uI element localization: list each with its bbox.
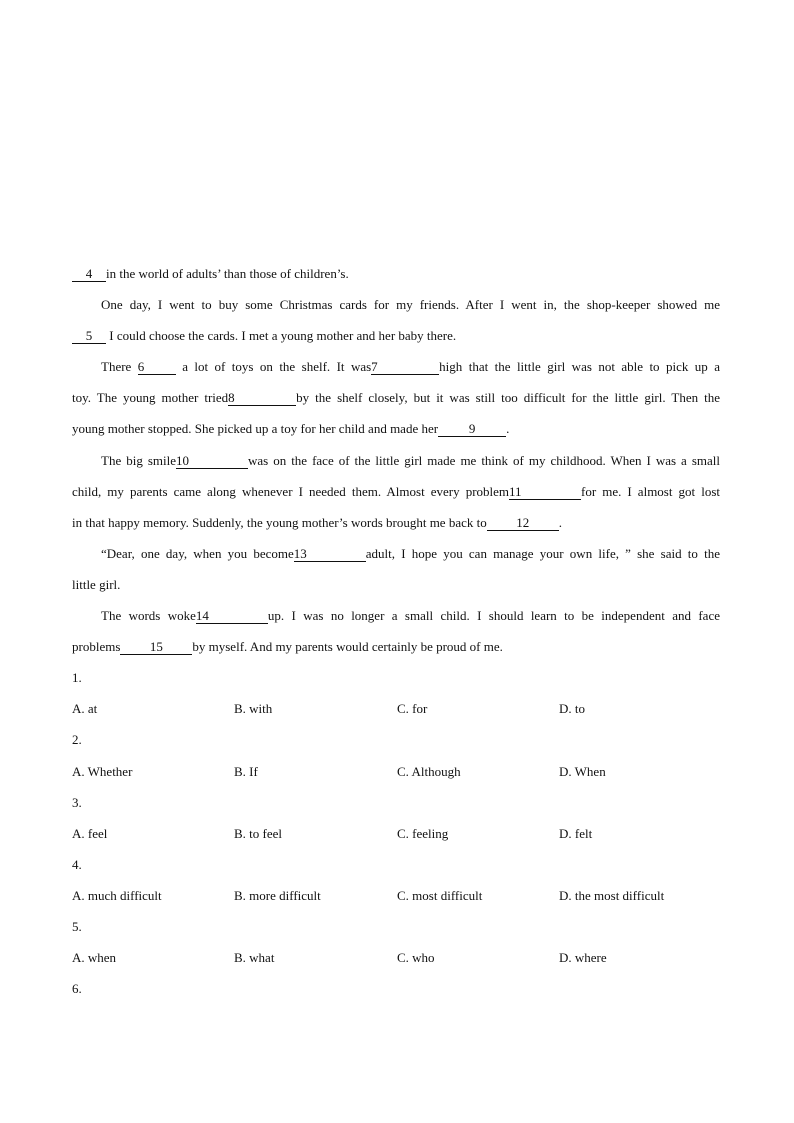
passage-line-7 — [72, 449, 720, 480]
text: . — [506, 421, 510, 437]
passage-line-11 — [72, 573, 720, 604]
blank-4[interactable]: 4 — [72, 266, 106, 282]
text: adult, I hope you can manage your own life, ” she said to the — [365, 545, 720, 561]
option-c[interactable]: C. feeling — [397, 825, 449, 841]
passage-line-4 — [72, 355, 720, 386]
option-a[interactable]: A. when — [72, 950, 117, 966]
text: “Dear, one day, when you become — [101, 545, 294, 561]
question-number: 4. — [72, 856, 82, 872]
question-number: 1. — [72, 670, 82, 686]
text: The big smile — [101, 452, 176, 468]
question-4 — [72, 853, 720, 915]
option-d[interactable]: D. the most difficult — [559, 887, 665, 903]
text: for me. I almost got lost — [581, 483, 720, 499]
document-page — [72, 262, 720, 1008]
option-c[interactable]: C. Although — [397, 763, 461, 779]
option-c[interactable]: C. most difficult — [397, 887, 483, 903]
text: little girl. — [72, 576, 121, 592]
option-d[interactable]: D. to — [559, 701, 585, 717]
option-b[interactable]: B. to feel — [234, 825, 283, 841]
question-3 — [72, 791, 720, 853]
text: There — [101, 359, 132, 375]
option-b[interactable]: B. with — [234, 701, 273, 717]
passage-line-2 — [72, 293, 720, 324]
text: child, my parents came along whenever I needed them. Almost every problem — [72, 483, 510, 499]
options-row — [72, 697, 720, 728]
blank-8[interactable]: 8 — [228, 390, 296, 406]
text: young mother stopped. She picked up a toy for her child and made her — [72, 421, 439, 437]
text: One day, I went to buy some Christmas cards for my friends. After I went in, the shop-keeper showed me — [101, 297, 720, 313]
text: by the shelf closely, but it was still too difficult for the little girl. Then the — [296, 390, 720, 406]
question-6 — [72, 977, 720, 1008]
passage-line-13 — [72, 635, 720, 666]
passage-line-12 — [72, 604, 720, 635]
text: in that happy memory. Suddenly, the young mother’s words brought me back to — [72, 514, 487, 530]
blank-7[interactable]: 7 — [371, 359, 439, 375]
option-a[interactable]: A. at — [72, 701, 98, 717]
passage-line-6 — [72, 417, 720, 448]
passage-line-10 — [72, 542, 720, 573]
blank-15[interactable]: 15 — [120, 639, 192, 655]
blank-9[interactable]: 9 — [438, 421, 506, 437]
question-5 — [72, 915, 720, 977]
option-c[interactable]: C. for — [397, 701, 428, 717]
text: The words woke — [101, 608, 196, 624]
options-row — [72, 946, 720, 977]
options-row — [72, 822, 720, 853]
passage-line-3 — [72, 324, 720, 355]
option-d[interactable]: D. felt — [559, 825, 593, 841]
text: was on the face of the little girl made me think of my childhood. When I was a small — [247, 452, 720, 468]
text: up. I was no longer a small child. I should learn to be independent and face — [267, 608, 720, 624]
question-number: 3. — [72, 794, 82, 810]
passage-line-5 — [72, 386, 720, 417]
option-b[interactable]: B. what — [234, 950, 275, 966]
text: I could choose the cards. I met a young mother and her baby there. — [109, 328, 457, 344]
option-b[interactable]: B. more difficult — [234, 887, 321, 903]
text: . — [558, 514, 562, 530]
text: toy. The young mother tried — [72, 390, 229, 406]
question-1 — [72, 666, 720, 728]
option-a[interactable]: A. much difficult — [72, 887, 162, 903]
text: by myself. And my parents would certainly be proud of me. — [192, 639, 503, 655]
passage-line-8 — [72, 480, 720, 511]
text: a lot of toys on the shelf. It was — [182, 359, 372, 375]
blank-10[interactable]: 10 — [176, 453, 248, 469]
question-number: 2. — [72, 732, 82, 748]
options-row — [72, 884, 720, 915]
options-row — [72, 760, 720, 791]
question-number: 6. — [72, 981, 82, 997]
option-d[interactable]: D. When — [559, 763, 606, 779]
blank-13[interactable]: 13 — [294, 546, 366, 562]
blank-11[interactable]: 11 — [509, 484, 581, 500]
blank-12[interactable]: 12 — [487, 515, 559, 531]
passage-line-9 — [72, 511, 720, 542]
passage-line-1 — [72, 262, 720, 293]
option-a[interactable]: A. Whether — [72, 763, 133, 779]
option-a[interactable]: A. feel — [72, 825, 108, 841]
blank-5[interactable]: 5 — [72, 328, 106, 344]
text: high that the little girl was not able to pick up a — [439, 359, 721, 375]
text: problems — [72, 639, 121, 655]
question-2 — [72, 728, 720, 790]
option-d[interactable]: D. where — [559, 950, 607, 966]
blank-14[interactable]: 14 — [196, 608, 268, 624]
text: in the world of adults’ than those of children’s. — [106, 266, 349, 281]
option-c[interactable]: C. who — [397, 950, 435, 966]
option-b[interactable]: B. If — [234, 763, 258, 779]
blank-6[interactable]: 6 — [138, 359, 176, 375]
question-number: 5. — [72, 918, 82, 934]
